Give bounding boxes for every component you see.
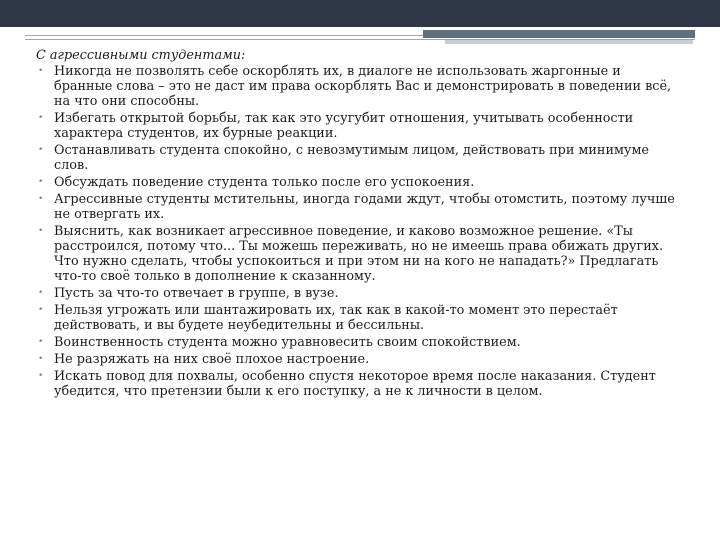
bullet-icon: •	[38, 177, 44, 187]
list-item	[36, 192, 676, 222]
slide-top-band	[0, 0, 720, 27]
bullet-icon: •	[38, 305, 44, 315]
list-item-text: Искать повод для похвалы, особенно спустя некоторое время после наказания. Студент убедится, что претензии были к его поступку, а не к личности в целом.	[54, 369, 656, 399]
list-item-text: Воинственность студента можно уравновесить своим спокойствием.	[54, 335, 521, 350]
list-item-text: Агрессивные студенты мстительны, иногда годами ждут, чтобы отомстить, поэтому лучше не отвергать их.	[54, 192, 675, 222]
list-item	[36, 143, 676, 173]
list-item	[36, 335, 676, 350]
bullet-icon: •	[38, 145, 44, 155]
list-item-text: Нельзя угрожать или шантажировать их, так как в какой-то момент это перестаёт действовать, и вы будете неубедительны и бессильны.	[54, 303, 618, 333]
bullet-icon: •	[38, 66, 44, 76]
list-item-text: Выяснить, как возникает агрессивное поведение, и каково возможное решение. «Ты расстроился, потому что... Ты можешь переживать, но не имеешь права обижать других. Что нужно сделать, чтобы успокоиться и при этом ни на кого не нападать?» Предлагать что-то своё только в дополнение к сказанному.	[54, 224, 664, 284]
bullet-icon: •	[38, 113, 44, 123]
list-item	[36, 111, 676, 141]
header-accent-tab-light	[445, 40, 693, 44]
bullet-icon: •	[38, 288, 44, 298]
list-item	[36, 369, 676, 399]
list-item-text: Не разряжать на них своё плохое настроение.	[54, 352, 370, 367]
slide-header-decoration	[25, 30, 720, 44]
list-item	[36, 352, 676, 367]
bullet-list	[36, 64, 676, 399]
bullet-icon: •	[38, 337, 44, 347]
list-item-text: Никогда не позволять себе оскорблять их, в диалоге не использовать жаргонные и бранные слова – это не даст им права оскорблять Вас и демонстрировать в поведении всё, на что они способны.	[54, 64, 672, 109]
list-item-text: Избегать открытой борьбы, так как это усугубит отношения, учитывать особенности характера студентов, их бурные реакции.	[54, 111, 634, 141]
list-item	[36, 175, 676, 190]
bullet-icon: •	[38, 226, 44, 236]
list-item-text: Обсуждать поведение студента только после его успокоения.	[54, 175, 475, 190]
list-item	[36, 286, 676, 301]
bullet-icon: •	[38, 194, 44, 204]
list-item-text: Останавливать студента спокойно, с невозмутимым лицом, действовать при минимуме слов.	[54, 143, 649, 173]
bullet-icon: •	[38, 354, 44, 364]
list-item-text: Пусть за что-то отвечает в группе, в вузе.	[54, 286, 339, 301]
slide-content	[36, 48, 676, 401]
bullet-icon: •	[38, 371, 44, 381]
slide-heading: С агрессивными студентами:	[36, 48, 246, 63]
list-item	[36, 303, 676, 333]
list-item	[36, 64, 676, 109]
list-item	[36, 224, 676, 284]
header-accent-tab	[423, 30, 695, 38]
